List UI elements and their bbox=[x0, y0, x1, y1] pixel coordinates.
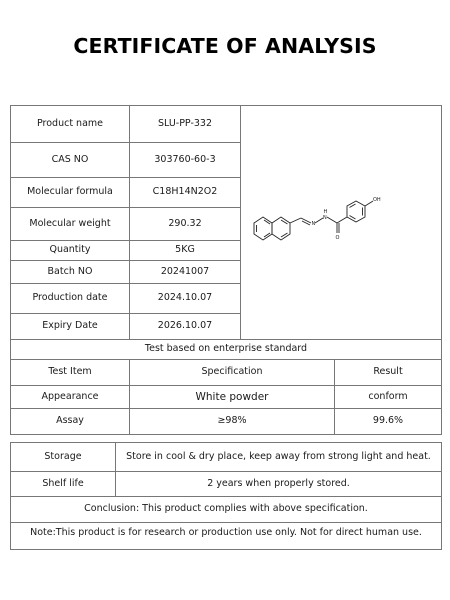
label-product-name: Product name bbox=[11, 106, 130, 143]
note-text: Note:This product is for research or production use only. Not for direct human use. bbox=[11, 523, 442, 550]
row-shelf-life bbox=[11, 472, 442, 497]
structure-cell bbox=[241, 106, 442, 340]
row-assay bbox=[11, 409, 442, 435]
structure-label-n1: N bbox=[311, 220, 316, 227]
structure-label-h: H bbox=[323, 208, 328, 215]
value-molecular-formula: C18H14N2O2 bbox=[130, 178, 241, 208]
row-product-name bbox=[11, 106, 442, 143]
label-cas-no: CAS NO bbox=[11, 143, 130, 178]
row-storage bbox=[11, 443, 442, 472]
product-info-table bbox=[10, 105, 442, 435]
structure-label-oh: OH bbox=[373, 196, 381, 203]
label-batch-no: Batch NO bbox=[11, 261, 130, 284]
value-production-date: 2024.10.07 bbox=[130, 284, 241, 314]
header-specification: Specification bbox=[130, 360, 335, 386]
test-item-assay: Assay bbox=[11, 409, 130, 435]
label-shelf-life: Shelf life bbox=[11, 472, 116, 497]
result-assay: 99.6% bbox=[335, 409, 442, 435]
value-product-name: SLU-PP-332 bbox=[130, 106, 241, 143]
value-quantity: 5KG bbox=[130, 241, 241, 261]
value-storage: Store in cool & dry place, keep away from strong light and heat. bbox=[116, 443, 442, 472]
standard-note: Test based on enterprise standard bbox=[11, 340, 442, 360]
value-batch-no: 20241007 bbox=[130, 261, 241, 284]
document-title: CERTIFICATE OF ANALYSIS bbox=[73, 34, 377, 58]
conclusion-text: Conclusion: This product complies with above specification. bbox=[11, 497, 442, 523]
label-production-date: Production date bbox=[11, 284, 130, 314]
label-storage: Storage bbox=[11, 443, 116, 472]
spec-assay: ≥98% bbox=[130, 409, 335, 435]
row-appearance bbox=[11, 386, 442, 409]
value-molecular-weight: 290.32 bbox=[130, 208, 241, 241]
label-quantity: Quantity bbox=[11, 241, 130, 261]
value-expiry-date: 2026.10.07 bbox=[130, 314, 241, 340]
row-conclusion bbox=[11, 497, 442, 523]
structure-label-o: O bbox=[335, 234, 340, 241]
header-result: Result bbox=[335, 360, 442, 386]
row-note bbox=[11, 523, 442, 550]
label-molecular-weight: Molecular weight bbox=[11, 208, 130, 241]
header-test-item: Test Item bbox=[11, 360, 130, 386]
structure-label-n2: N bbox=[323, 214, 327, 221]
value-shelf-life: 2 years when properly stored. bbox=[116, 472, 442, 497]
spec-appearance: White powder bbox=[130, 386, 335, 409]
storage-table bbox=[10, 442, 442, 550]
label-molecular-formula: Molecular formula bbox=[11, 178, 130, 208]
molecule-structure-image bbox=[241, 173, 441, 273]
row-standard-note bbox=[11, 340, 442, 360]
value-cas-no: 303760-60-3 bbox=[130, 143, 241, 178]
row-test-headers bbox=[11, 360, 442, 386]
label-expiry-date: Expiry Date bbox=[11, 314, 130, 340]
result-appearance: conform bbox=[335, 386, 442, 409]
test-item-appearance: Appearance bbox=[11, 386, 130, 409]
